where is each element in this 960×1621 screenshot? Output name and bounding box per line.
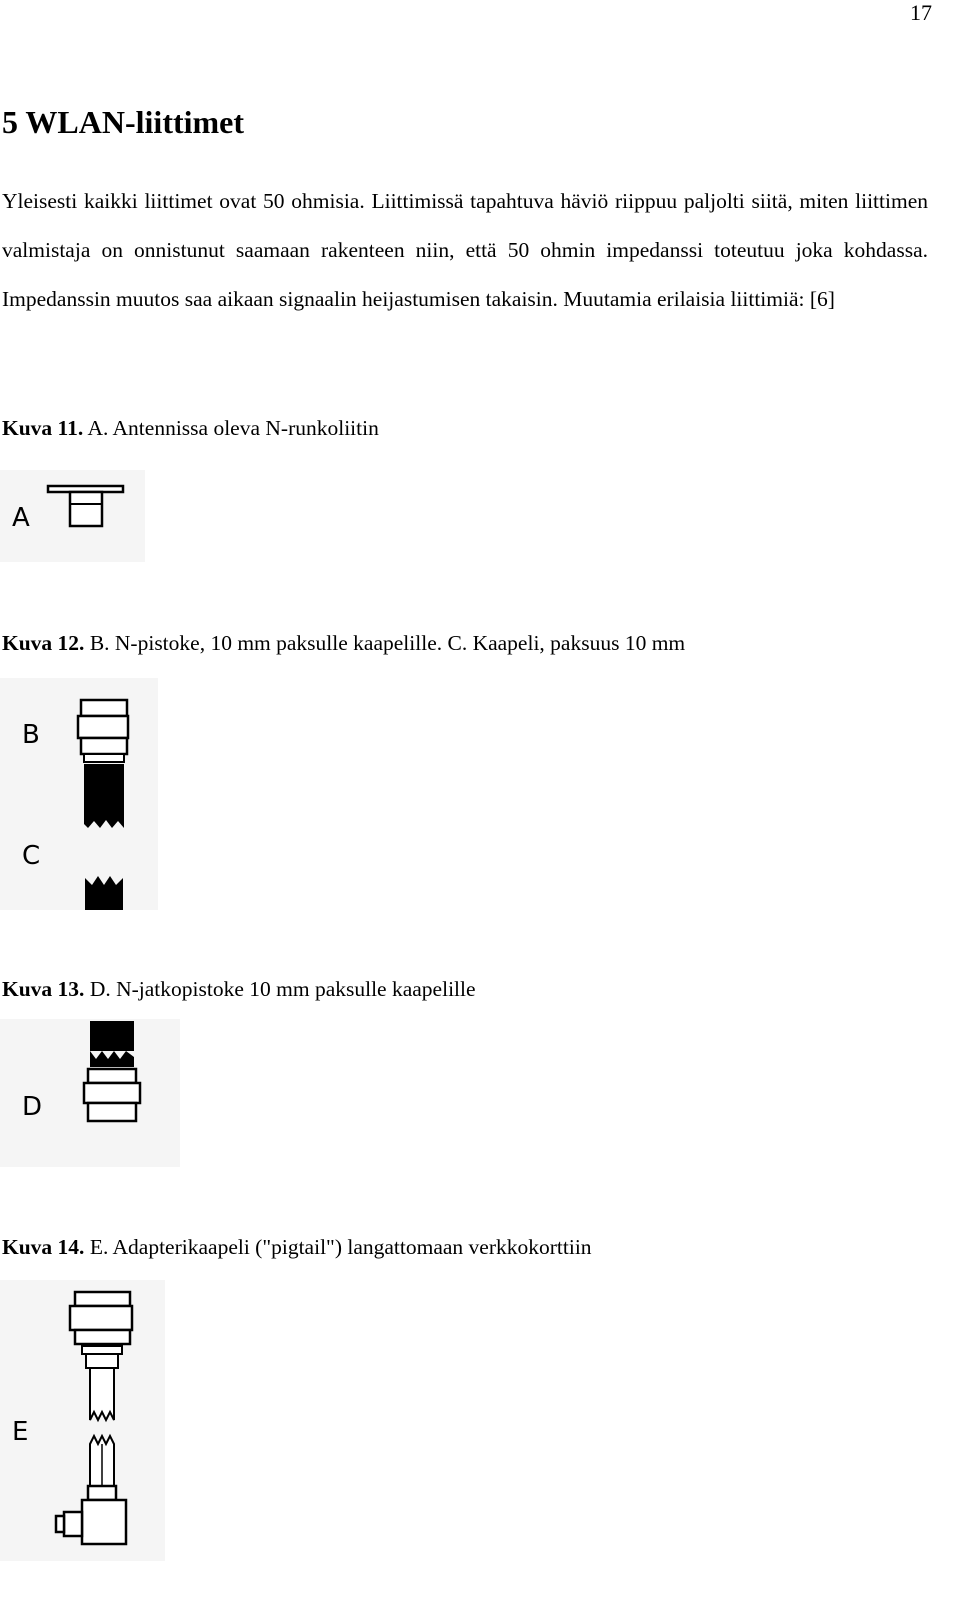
- figure-text: D. N-jatkopistoke 10 mm paksulle kaapelille: [84, 977, 476, 1001]
- figure-letter: E: [12, 1417, 29, 1447]
- figure-letter: B: [22, 720, 40, 750]
- figure-12-image: [0, 678, 165, 918]
- figure-11-image: [0, 470, 150, 565]
- section-heading: 5 WLAN-liittimet: [2, 104, 245, 140]
- figure-label: Kuva 11.: [2, 416, 84, 440]
- figure-label: Kuva 12.: [2, 631, 85, 655]
- figure-11-caption: [2, 416, 379, 441]
- figure-13-caption: [2, 977, 476, 1002]
- figure-12-caption: [2, 631, 685, 656]
- figure-label: Kuva 13.: [2, 977, 85, 1001]
- figure-14-caption: [2, 1235, 592, 1260]
- figure-14-image: [0, 1280, 170, 1562]
- intro-paragraph: Yleisesti kaikki liittimet ovat 50 ohmisia. Liittimissä tapahtuva häviö riippuu paljolti siitä, miten liittimen valmistaja on onnistunut saamaan rakenteen niin, että 50 ohmin impedanssi toteutuu joka kohdassa. Impedanssin muutos saa aikaan signaalin heijastumisen takaisin. Muutamia erilaisia liittimiä: [6]: [2, 189, 928, 311]
- figure-letter: C: [22, 841, 41, 871]
- figure-text: B. N-pistoke, 10 mm paksulle kaapelille. C. Kaapeli, paksuus 10 mm: [84, 631, 686, 655]
- figure-letter: D: [22, 1092, 43, 1122]
- figure-label: Kuva 14.: [2, 1235, 85, 1259]
- figure-letter: A: [12, 503, 30, 533]
- figure-13-image: [0, 1019, 185, 1169]
- figure-text: E. Adapterikaapeli ("pigtail") langattomaan verkkokorttiin: [84, 1235, 592, 1259]
- figure-text: A. Antennissa oleva N-runkoliitin: [83, 416, 379, 440]
- page-number: 17: [910, 0, 932, 25]
